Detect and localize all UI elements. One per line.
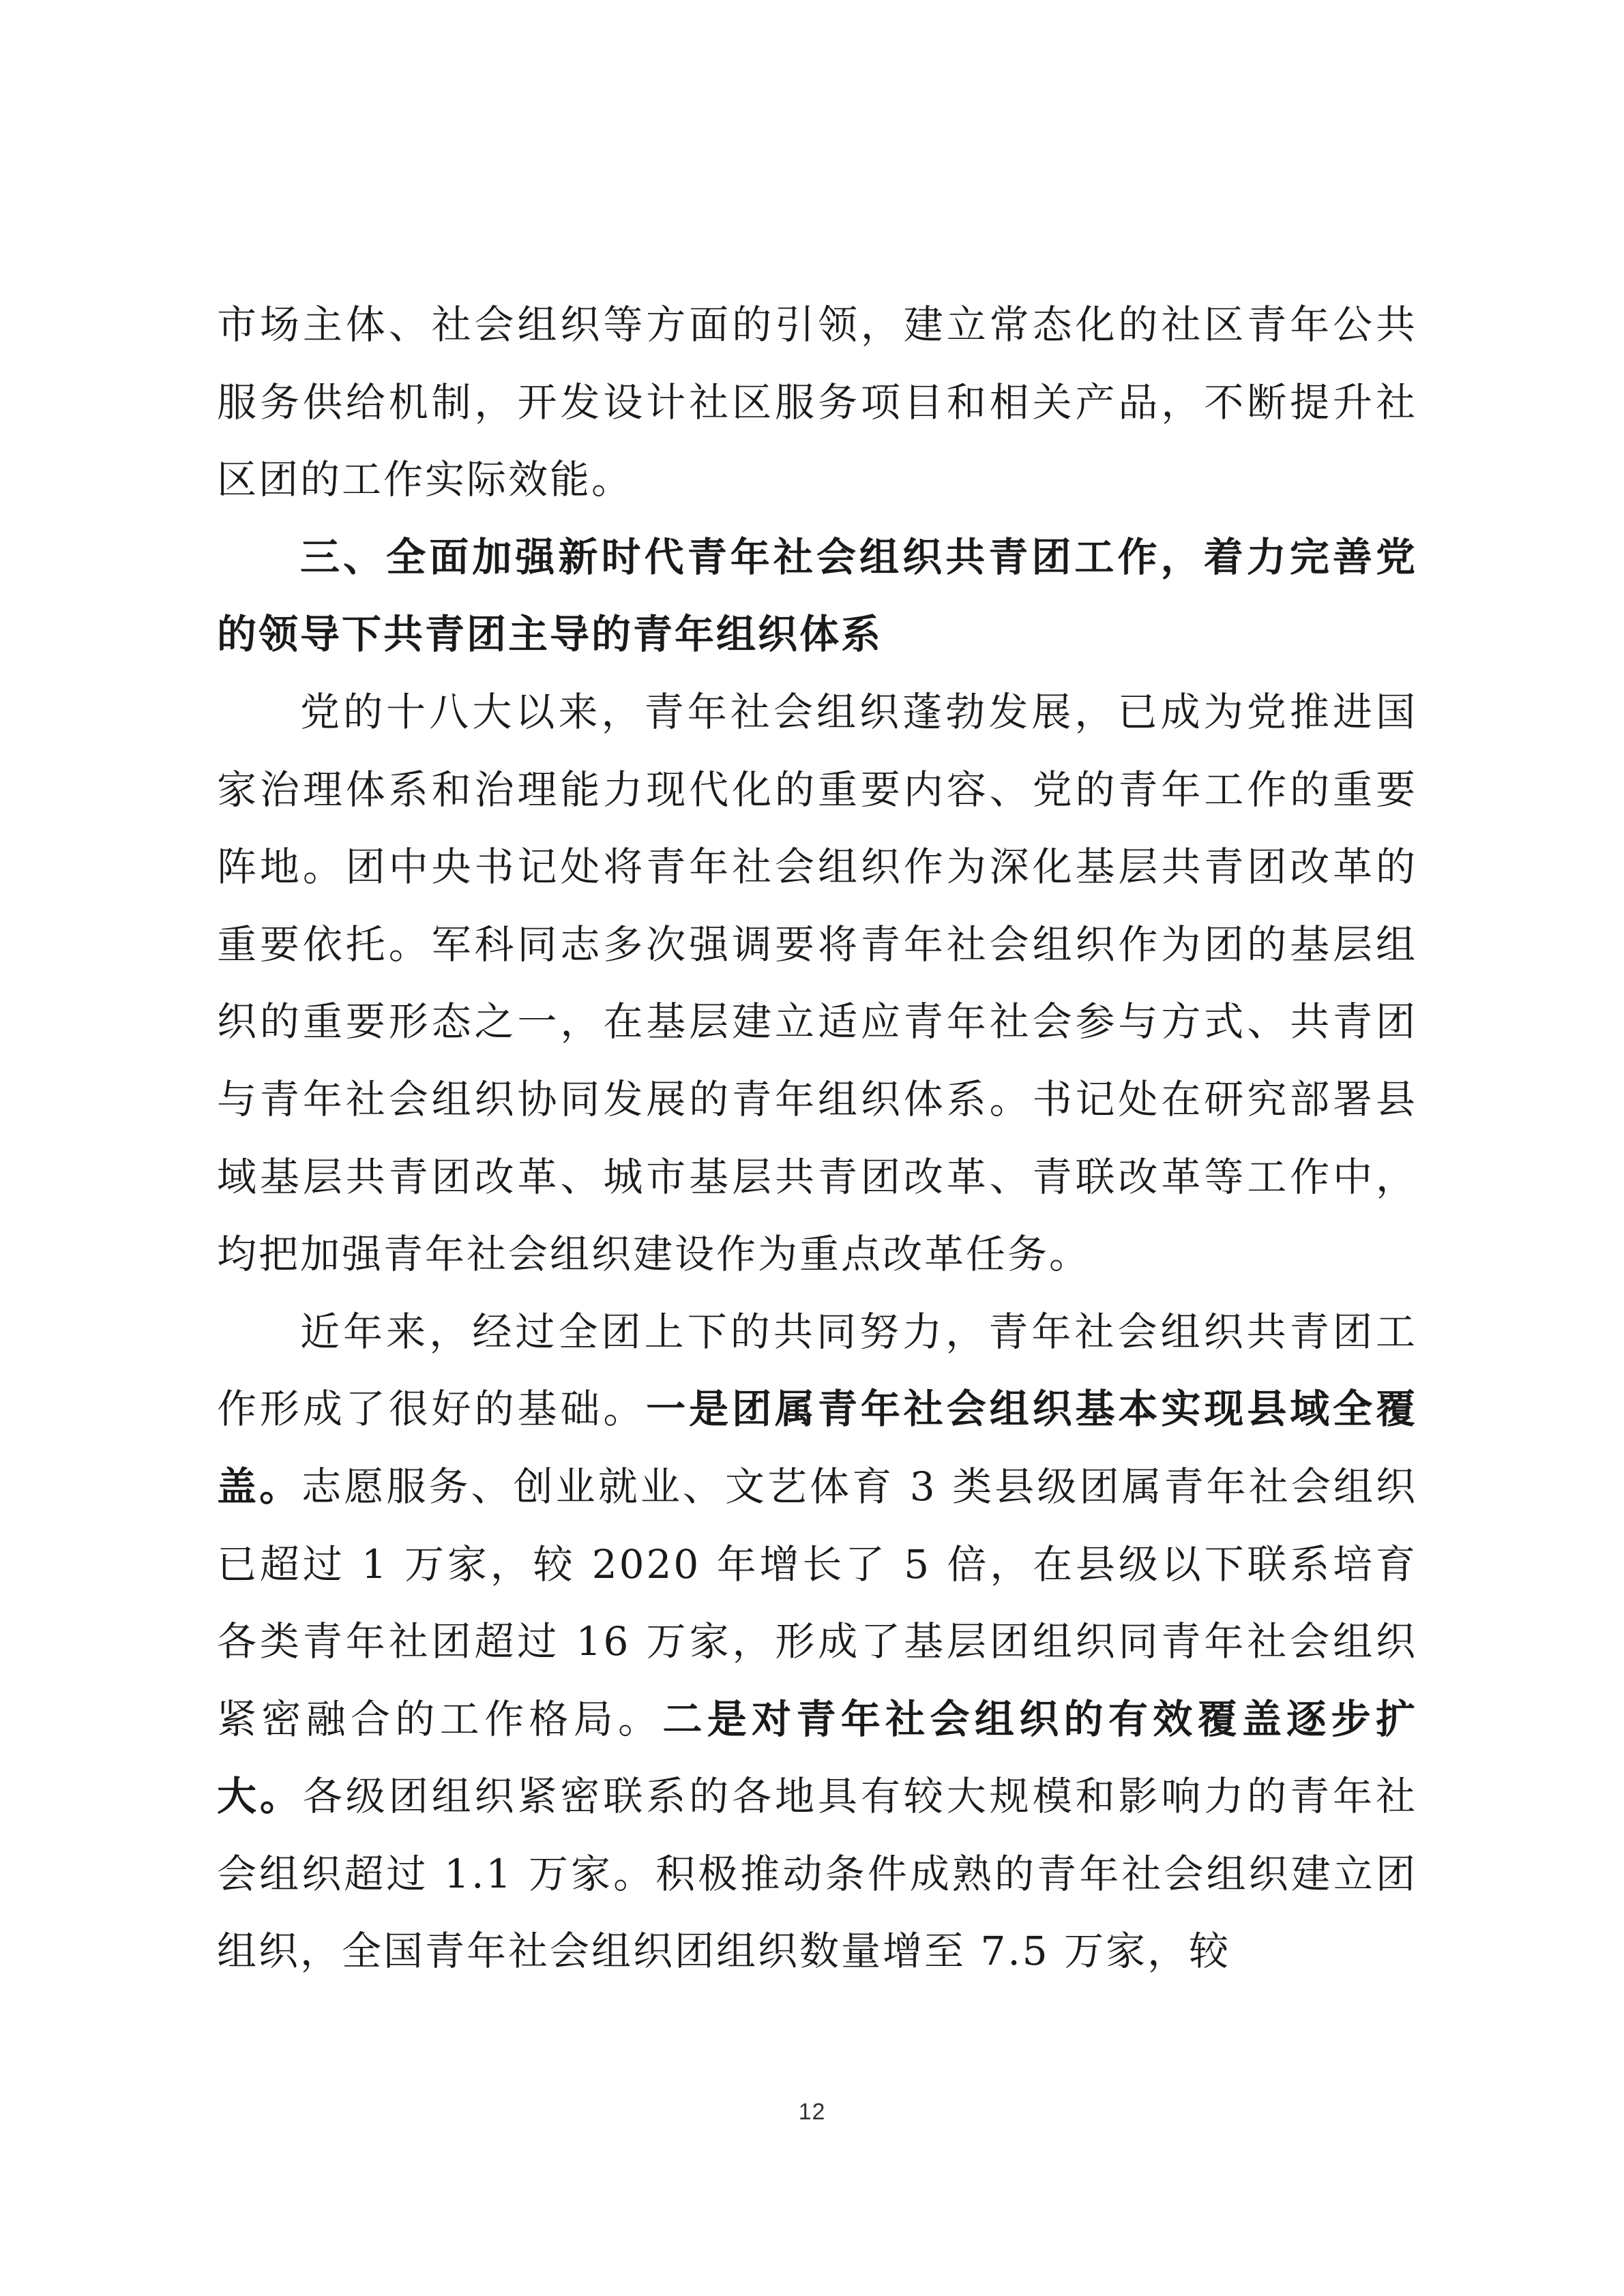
section-heading [217, 519, 1417, 674]
paragraph-progress [217, 1294, 1417, 1991]
paragraph-text: 党的十八大以来，青年社会组织蓬勃发展，已成为党推进国家治理体系和治理能力现代化的重要内容、党的青年工作的重要阵地。团中央书记处将青年社会组织作为深化基层共青团改革的重要依托。军科同志多次强调要将青年社会组织作为团的基层组织的重要形态之一，在基层建立适应青年社会参与方式、共青团与青年社会组织协同发展的青年组织体系。书记处在研究部署县域基层共青团改革、城市基层共青团改革、青联改革等工作中，均把加强青年社会组织建设作为重点改革任务。 [217, 688, 1417, 1278]
paragraph-continuation [217, 286, 1417, 519]
paragraph-text: 近年来，经过全团上下的共同努力，青年社会组织共青团工作形成了很好的基础。 [217, 1308, 1417, 1433]
section-heading-text: 三、全面加强新时代青年社会组织共青团工作，着力完善党的领导下共青团主导的青年组织体系 [217, 533, 1417, 658]
paragraph-text: 各级团组织紧密联系的各地具有较大规模和影响力的青年社会组织超过 1.1 万家。积极推动条件成熟的青年社会组织建立团组织，全国青年社会组织团组织数量增至 7.5 万家，较 [217, 1773, 1417, 1975]
bold-point-one: 一是团属青年社会组织基本实现县域全覆盖。 [217, 1386, 1417, 1510]
document-body [217, 286, 1417, 1991]
bold-point-two: 二是对青年社会组织的有效覆盖逐步扩大。 [217, 1695, 1417, 1820]
page-number: 12 [798, 2099, 826, 2125]
paragraph-text: 志愿服务、创业就业、文艺体育 3 类县级团属青年社会组织已超过 1 万家，较 2020 年增长了 5 倍，在县级以下联系培育各类青年社团超过 16 万家，形成了基层团组织同青年社会组织紧密融合的工作格局。 [217, 1463, 1417, 1742]
paragraph-text: 市场主体、社会组织等方面的引领，建立常态化的社区青年公共服务供给机制，开发设计社区服务项目和相关产品，不断提升社区团的工作实际效能。 [217, 301, 1417, 503]
paragraph-background [217, 674, 1417, 1294]
